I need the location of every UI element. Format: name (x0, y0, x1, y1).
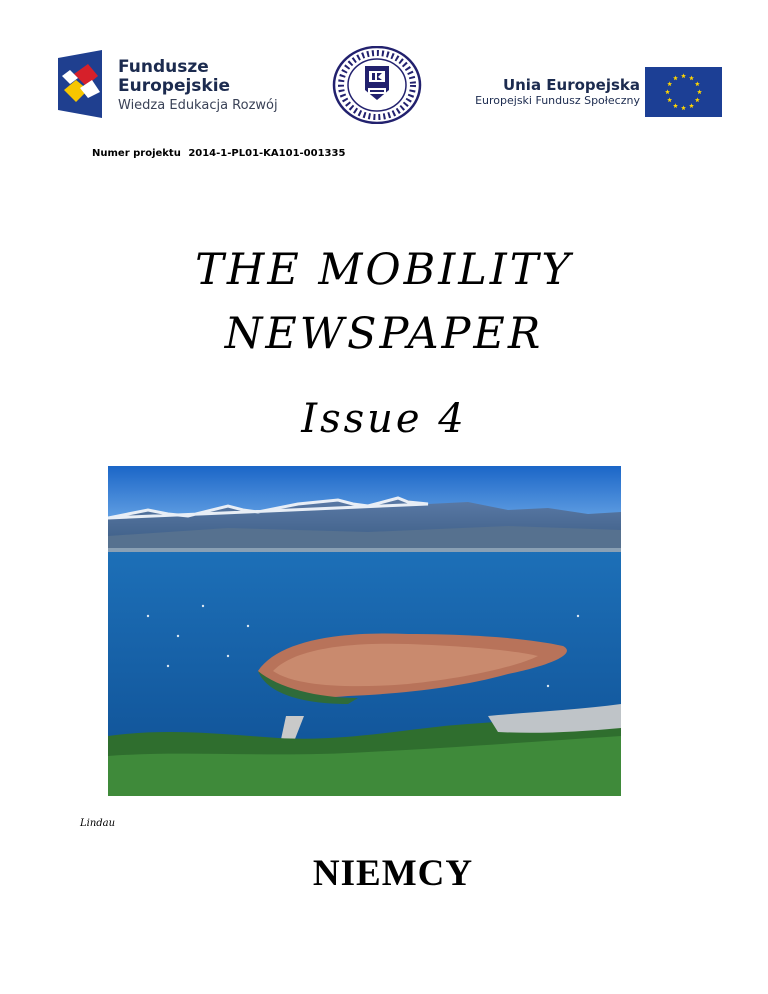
fe-logo-line1: Fundusze (118, 57, 209, 77)
school-logo (332, 46, 422, 124)
fe-logo-tagline: Wiedza Edukacja Rozwój (118, 98, 278, 113)
newspaper-title-line2: NEWSPAPER (224, 309, 544, 359)
school-crest-icon (332, 46, 422, 124)
project-number-line (92, 148, 345, 159)
project-number-label: Numer projektu (92, 148, 181, 159)
ue-logo-text (470, 76, 640, 108)
country-heading: NIEMCY (312, 853, 474, 894)
fundusze-europejskie-logo (58, 50, 288, 118)
project-number-value: 2014-1-PL01-KA101-001335 (188, 148, 346, 159)
issue-number: Issue 4 (301, 396, 467, 442)
fundusze-europejskie-logo-icon (58, 50, 102, 118)
photo-caption: Lindau (80, 818, 116, 829)
eu-flag-icon (645, 67, 722, 117)
newspaper-title-line1: THE MOBILITY (195, 245, 573, 295)
ue-logo-line1: Unia Europejska (502, 76, 640, 94)
ue-logo-line2: Europejski Fundusz Społeczny (475, 94, 640, 107)
lindau-photo (108, 466, 621, 796)
fe-logo-line2: Europejskie (118, 76, 231, 96)
lindau-aerial-photo (108, 466, 621, 796)
